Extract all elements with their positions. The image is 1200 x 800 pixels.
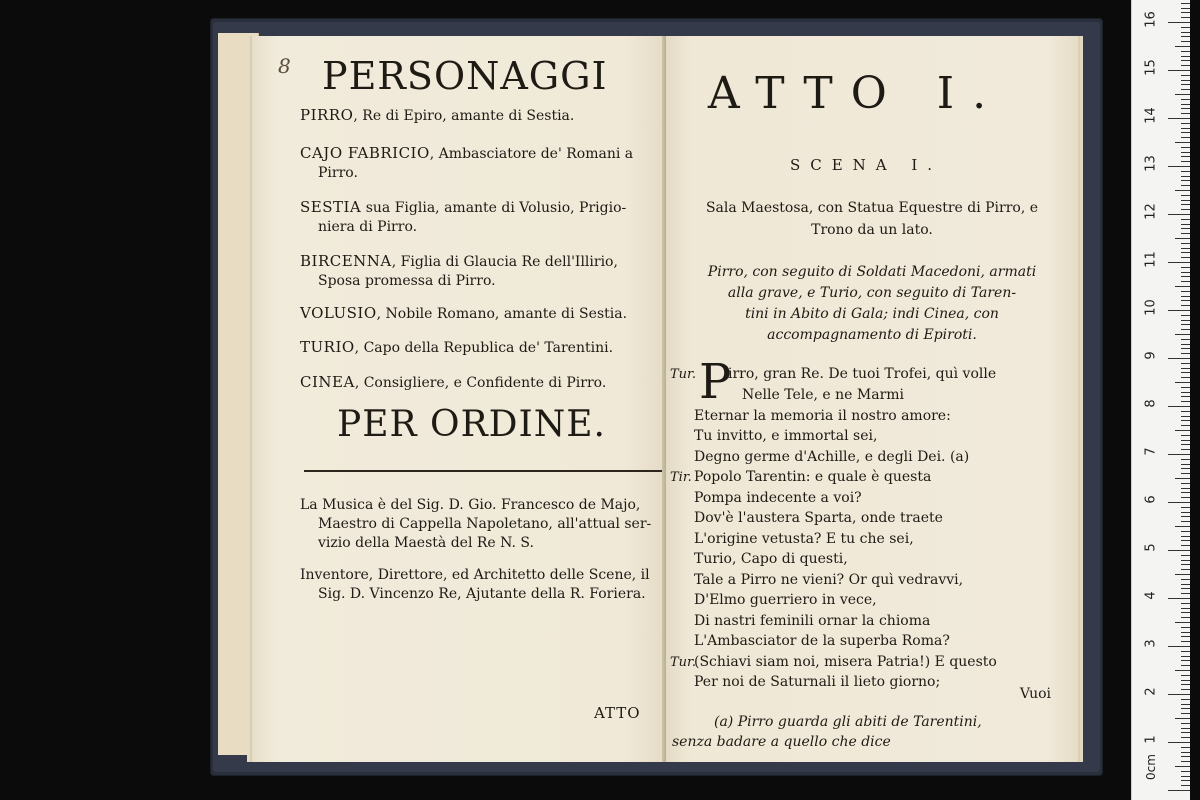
ruler-tick: [1181, 728, 1190, 729]
speaker: Tir.: [670, 470, 692, 485]
ruler-tick: [1181, 243, 1190, 244]
character-desc-cont: Sposa promessa di Pirro.: [318, 273, 496, 289]
verse-text: Dov'è l'austera Sparta, onde traete: [694, 510, 943, 526]
ruler-tick: [1181, 512, 1190, 513]
page-title: PERSONAGGI: [322, 54, 608, 98]
footnote-line: (a) Pirro guarda gli abiti de Tarentini,: [714, 714, 982, 730]
divider-rule: [304, 470, 664, 472]
character-desc: , Figlia di Glaucia Re dell'Illirio,: [391, 254, 618, 270]
setting-line: Trono da un lato.: [811, 222, 933, 238]
stage-direction: [672, 262, 1072, 346]
ruler-tick: [1175, 190, 1190, 191]
right-page: [666, 36, 1078, 762]
ruler-tick: [1181, 387, 1190, 388]
ruler-tick: [1181, 32, 1190, 33]
ruler-tick: [1175, 382, 1190, 383]
ruler-tick: [1181, 324, 1190, 325]
ruler-tick: [1181, 555, 1190, 556]
verse-text: (Schiavi siam noi, misera Patria!) E questo: [694, 654, 997, 670]
ruler-tick: [1181, 713, 1190, 714]
character-desc: , Consigliere, e Confidente di Pirro.: [354, 375, 607, 391]
character-entry: [300, 304, 665, 324]
ruler-tick: [1181, 56, 1190, 57]
ruler-tick: [1181, 123, 1190, 124]
verse-text: Tale a Pirro ne vieni? Or quì vedravvi,: [694, 572, 964, 588]
ruler-tick: [1181, 113, 1190, 114]
verse-line: [670, 406, 1070, 426]
credit-line: La Musica è del Sig. D. Gio. Francesco de Majo,: [300, 497, 641, 513]
ruler-tick: [1181, 771, 1190, 772]
ruler-tick: [1168, 358, 1190, 359]
ruler-tick: [1175, 766, 1190, 767]
ruler-tick: [1181, 627, 1190, 628]
ruler-tick: [1181, 560, 1190, 561]
ruler-tick: [1175, 526, 1190, 527]
character-name: PIRRO: [300, 106, 354, 124]
ruler-tick: [1181, 401, 1190, 402]
ruler-tick: [1181, 147, 1190, 148]
ruler-tick: [1181, 416, 1190, 417]
verse-line: [670, 590, 1070, 610]
ruler-tick: [1181, 392, 1190, 393]
ruler-tick: [1181, 51, 1190, 52]
character-desc-cont: Pirro.: [318, 165, 358, 181]
ruler-tick: [1181, 171, 1190, 172]
ruler-tick: [1181, 315, 1190, 316]
ruler-tick: [1181, 579, 1190, 580]
ruler-tick: [1181, 3, 1190, 4]
verse-line: [670, 488, 1070, 508]
ruler-tick: [1181, 420, 1190, 421]
character-desc: , Re di Epiro, amante di Sestia.: [353, 108, 575, 124]
ruler-tick: [1181, 209, 1190, 210]
ruler-tick: [1168, 598, 1190, 599]
ruler-tick: [1181, 233, 1190, 234]
scene-setting: [672, 197, 1072, 241]
ruler-tick: [1181, 468, 1190, 469]
verse-text: irro, gran Re. De tuoi Trofei, quì volle: [728, 366, 997, 382]
ruler-tick: [1181, 12, 1190, 13]
ruler-number: 10: [1143, 299, 1159, 316]
ruler-tick: [1181, 339, 1190, 340]
verse-text: Tu invitto, e immortal sei,: [694, 428, 878, 444]
verse-line: [670, 529, 1070, 549]
ruler-tick: [1181, 368, 1190, 369]
ruler-tick: [1181, 65, 1190, 66]
ruler-tick: [1168, 646, 1190, 647]
verse-text: Di nastri feminili ornar la chioma: [694, 613, 931, 629]
ruler-tick: [1181, 200, 1190, 201]
ruler-tick: [1181, 128, 1190, 129]
ruler-tick: [1181, 89, 1190, 90]
ruler-tick: [1181, 296, 1190, 297]
ruler-tick: [1181, 737, 1190, 738]
ruler-tick: [1168, 502, 1190, 503]
ruler-tick: [1181, 257, 1190, 258]
ruler-tick: [1181, 353, 1190, 354]
ruler-tick: [1181, 281, 1190, 282]
character-desc-cont: niera di Pirro.: [318, 219, 418, 235]
ruler-tick: [1168, 454, 1190, 455]
ruler-tick: [1181, 756, 1190, 757]
ruler-number: 6: [1143, 495, 1159, 504]
ruler-tick: [1181, 636, 1190, 637]
verse-line: [670, 631, 1070, 651]
verse-text: Turio, Capo di questi,: [694, 551, 848, 567]
credit-line: Inventore, Direttore, ed Architetto delle Scene, il: [300, 567, 650, 583]
ruler-number: 4: [1143, 591, 1159, 600]
ruler-tick: [1181, 195, 1190, 196]
page-mark: 8: [278, 54, 291, 78]
credit-entry: [300, 566, 665, 604]
ruler-tick: [1168, 694, 1190, 695]
ruler-tick: [1181, 344, 1190, 345]
ruler-tick: [1181, 75, 1190, 76]
ruler-tick: [1181, 185, 1190, 186]
ruler-number: 2: [1143, 687, 1159, 696]
credit-line: Maestro di Cappella Napoletano, all'attual ser-: [318, 516, 652, 532]
ruler-tick: [1181, 248, 1190, 249]
verse-text: L'Ambasciator de la superba Roma?: [694, 633, 950, 649]
ruler-tick: [1181, 276, 1190, 277]
ruler-tick: [1181, 84, 1190, 85]
ruler-tick: [1181, 176, 1190, 177]
ruler-tick: [1168, 310, 1190, 311]
ruler-tick: [1181, 564, 1190, 565]
ruler-tick: [1181, 708, 1190, 709]
catchword: Vuoi: [1019, 686, 1051, 702]
ruler-tick: [1181, 291, 1190, 292]
ruler-tick: [1181, 656, 1190, 657]
ruler-tick: [1175, 142, 1190, 143]
ruler-tick: [1181, 732, 1190, 733]
ruler-tick: [1181, 617, 1190, 618]
ruler-tick: [1175, 670, 1190, 671]
verse-line: [670, 467, 1070, 488]
ruler-number: 11: [1143, 251, 1159, 268]
character-entry: [300, 198, 665, 237]
ruler-tick: [1168, 790, 1190, 791]
ruler-tick: [1168, 166, 1190, 167]
ruler-tick: [1181, 540, 1190, 541]
ruler-tick: [1181, 684, 1190, 685]
ruler-tick: [1181, 156, 1190, 157]
ruler-tick: [1181, 99, 1190, 100]
verse-text: Eternar la memoria il nostro amore:: [694, 408, 951, 424]
ruler-tick: [1181, 699, 1190, 700]
footnote-line: senza badare a quello che dice: [672, 734, 891, 750]
stage-direction-line: tini in Abito di Gala; indi Cinea, con: [745, 306, 999, 322]
ruler-unit-label: 0cm: [1144, 754, 1158, 780]
verse-text: Pompa indecente a voi?: [694, 490, 862, 506]
ruler-tick: [1181, 444, 1190, 445]
ruler-tick: [1181, 396, 1190, 397]
ruler-tick: [1181, 449, 1190, 450]
credit-line: vizio della Maestà del Re N. S.: [318, 535, 534, 551]
character-name: SESTIA: [300, 198, 362, 216]
ruler-tick: [1181, 161, 1190, 162]
ruler-tick: [1181, 272, 1190, 273]
ruler-tick: [1181, 329, 1190, 330]
scene-heading: SCENA I.: [789, 156, 943, 174]
character-entry: [300, 338, 665, 358]
verse-line: [670, 652, 1070, 673]
ruler-tick: [1181, 612, 1190, 613]
ruler-tick: [1168, 70, 1190, 71]
catchword: ATTO: [594, 704, 641, 722]
ruler-tick: [1181, 80, 1190, 81]
ruler-number: 3: [1143, 639, 1159, 648]
ruler-tick: [1181, 632, 1190, 633]
ruler-number: 8: [1143, 399, 1159, 408]
ruler-tick: [1175, 334, 1190, 335]
ruler-tick: [1175, 574, 1190, 575]
ruler-tick: [1181, 435, 1190, 436]
ruler-tick: [1168, 550, 1190, 551]
verse-line: [670, 611, 1070, 631]
ruler-number: 5: [1143, 543, 1159, 552]
character-name: CINEA: [300, 373, 355, 391]
ruler-tick: [1181, 204, 1190, 205]
speaker: Tur.: [670, 367, 696, 382]
ruler-number: 7: [1143, 447, 1159, 456]
speaker: Tur.: [670, 655, 696, 670]
ruler-tick: [1181, 665, 1190, 666]
stage-direction-line: Pirro, con seguito di Soldati Macedoni, armati: [707, 264, 1037, 280]
ruler-tick: [1168, 118, 1190, 119]
ruler-tick: [1181, 608, 1190, 609]
ruler-tick: [1181, 584, 1190, 585]
ruler-tick: [1175, 238, 1190, 239]
character-desc: , Ambasciatore de' Romani a: [429, 146, 634, 162]
ruler-tick: [1168, 214, 1190, 215]
character-desc: , Capo della Republica de' Tarentini.: [354, 340, 614, 356]
ruler-tick: [1181, 464, 1190, 465]
ruler-tick: [1181, 108, 1190, 109]
ruler-tick: [1181, 536, 1190, 537]
ruler-tick: [1181, 747, 1190, 748]
ruler-tick: [1175, 286, 1190, 287]
drop-cap: P: [699, 354, 732, 410]
ruler-tick: [1181, 104, 1190, 105]
ruler-tick: [1168, 262, 1190, 263]
ruler-number: 13: [1143, 155, 1159, 172]
character-name: TURIO: [300, 338, 355, 356]
ruler-tick: [1181, 483, 1190, 484]
ruler-tick: [1168, 22, 1190, 23]
verse-text: Per noi de Saturnali il lieto giorno;: [694, 674, 941, 690]
ruler-tick: [1181, 267, 1190, 268]
setting-line: Sala Maestosa, con Statua Equestre di Pirro, e: [705, 200, 1039, 216]
ruler-tick: [1181, 497, 1190, 498]
ruler-tick: [1181, 348, 1190, 349]
character-desc: sua Figlia, amante di Volusio, Prigio-: [361, 200, 627, 216]
verse-line: [670, 570, 1070, 590]
ruler-tick: [1181, 488, 1190, 489]
ruler-tick: [1175, 622, 1190, 623]
ruler-tick: [1181, 180, 1190, 181]
ruler-tick: [1181, 228, 1190, 229]
ruler-tick: [1181, 252, 1190, 253]
verse-text: Nelle Tele, e ne Marmi: [742, 387, 905, 403]
ruler-tick: [1181, 305, 1190, 306]
ruler-tick: [1181, 593, 1190, 594]
ruler-tick: [1168, 742, 1190, 743]
ruler-number: 9: [1143, 351, 1159, 360]
ruler-tick: [1181, 761, 1190, 762]
ruler-tick: [1181, 545, 1190, 546]
verse-text: D'Elmo guerriero in vece,: [694, 592, 877, 608]
ruler-number: 15: [1143, 59, 1159, 76]
character-name: CAJO FABRICIO: [300, 144, 430, 162]
verse-line: [670, 385, 1070, 405]
ruler-tick: [1175, 430, 1190, 431]
character-entry: [300, 373, 665, 393]
ruler-tick: [1181, 588, 1190, 589]
ruler-tick: [1181, 603, 1190, 604]
ruler-tick: [1181, 675, 1190, 676]
stage-direction-line: accompagnamento di Epiroti.: [767, 327, 977, 343]
ruler-tick: [1175, 46, 1190, 47]
ruler-tick: [1181, 752, 1190, 753]
verse-line: [670, 549, 1070, 569]
ruler-tick: [1181, 689, 1190, 690]
ruler-tick: [1181, 521, 1190, 522]
verse-text: L'origine vetusta? E tu che sei,: [694, 531, 914, 547]
ruler-number: 12: [1143, 203, 1159, 220]
ruler-tick: [1181, 776, 1190, 777]
credit-line: Sig. D. Vincenzo Re, Ajutante della R. Foriera.: [318, 586, 646, 602]
ruler-number: 14: [1143, 107, 1159, 124]
ruler-tick: [1181, 569, 1190, 570]
ruler-number: 1: [1143, 735, 1159, 744]
ruler-tick: [1181, 8, 1190, 9]
ruler-tick: [1181, 36, 1190, 37]
character-name: VOLUSIO: [300, 304, 377, 322]
character-entry: [300, 252, 665, 291]
ruler-tick: [1181, 300, 1190, 301]
ruler-tick: [1181, 27, 1190, 28]
act-title: ATTO I.: [707, 68, 1005, 119]
ruler-tick: [1181, 219, 1190, 220]
verse-text: Popolo Tarentin: e quale è questa: [694, 469, 932, 485]
ruler-tick: [1181, 137, 1190, 138]
ruler-tick: [1181, 60, 1190, 61]
ruler-tick: [1181, 723, 1190, 724]
verse-line: [670, 447, 1070, 467]
character-entry: [300, 106, 665, 126]
credit-entry: [300, 496, 665, 553]
per-ordine-heading: PER ORDINE.: [337, 404, 606, 445]
ruler-tick: [1175, 478, 1190, 479]
verse-line: [670, 508, 1070, 528]
ruler-tick: [1181, 680, 1190, 681]
ruler-tick: [1181, 41, 1190, 42]
character-desc: , Nobile Romano, amante di Sestia.: [376, 306, 628, 322]
ruler-tick: [1181, 516, 1190, 517]
ruler-tick: [1181, 459, 1190, 460]
ruler-tick: [1181, 320, 1190, 321]
ruler-tick: [1181, 641, 1190, 642]
ruler-tick: [1181, 411, 1190, 412]
ruler-tick: [1181, 224, 1190, 225]
ruler-tick: [1181, 17, 1190, 18]
character-entry: [300, 144, 665, 183]
ruler-tick: [1181, 473, 1190, 474]
ruler-tick: [1181, 507, 1190, 508]
stage-direction-line: alla grave, e Turio, con seguito di Taren-: [727, 285, 1017, 301]
ruler-tick: [1181, 660, 1190, 661]
ruler-tick: [1175, 94, 1190, 95]
ruler-tick: [1168, 406, 1190, 407]
left-page: [252, 36, 666, 762]
ruler-tick: [1181, 363, 1190, 364]
ruler-tick: [1181, 425, 1190, 426]
ruler-tick: [1181, 132, 1190, 133]
character-name: BIRCENNA: [300, 252, 392, 270]
ruler-tick: [1181, 492, 1190, 493]
ruler-tick: [1175, 718, 1190, 719]
verse-text: Degno germe d'Achille, e degli Dei. (a): [694, 449, 970, 465]
measuring-ruler: [1131, 0, 1190, 800]
ruler-number: 16: [1143, 11, 1159, 28]
verse-line: [670, 364, 1070, 385]
ruler-tick: [1181, 780, 1190, 781]
ruler-tick: [1181, 651, 1190, 652]
ruler-tick: [1181, 377, 1190, 378]
ruler-tick: [1181, 152, 1190, 153]
ruler-tick: [1181, 785, 1190, 786]
ruler-tick: [1181, 372, 1190, 373]
ruler-tick: [1181, 704, 1190, 705]
ruler-tick: [1181, 531, 1190, 532]
ruler-tick: [1181, 440, 1190, 441]
verse-line: [670, 426, 1070, 446]
